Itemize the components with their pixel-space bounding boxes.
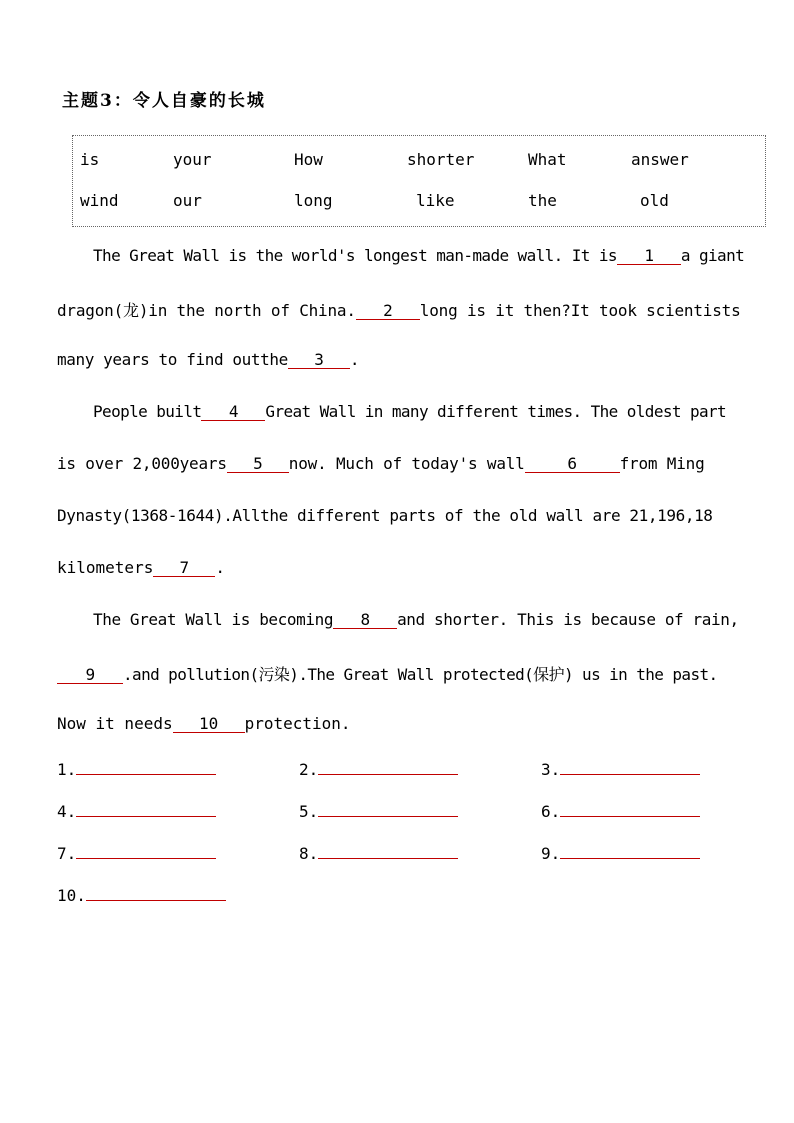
answer-number: 6. bbox=[541, 802, 561, 821]
word-bank-item: the bbox=[528, 191, 557, 210]
answer-line-4[interactable] bbox=[57, 802, 216, 821]
passage-text: from Ming bbox=[619, 454, 705, 473]
worksheet-title: 主题3：令人自豪的长城 bbox=[62, 91, 266, 111]
passage-text: many years to find outthe bbox=[57, 350, 288, 369]
answer-line-7[interactable] bbox=[57, 844, 216, 863]
word-bank-item: our bbox=[173, 191, 202, 210]
blank-2: 2 bbox=[356, 303, 420, 320]
blank-8: 8 bbox=[333, 612, 397, 629]
answer-number: 10. bbox=[57, 886, 86, 905]
word-bank-item: What bbox=[528, 150, 567, 169]
passage-text: kilometers bbox=[57, 558, 154, 577]
word-bank-item: How bbox=[294, 150, 323, 169]
passage-text: . bbox=[349, 350, 360, 369]
blank-1: 1 bbox=[617, 248, 681, 265]
blank-10: 10 bbox=[173, 716, 245, 733]
answer-line-8[interactable] bbox=[299, 844, 458, 863]
word-bank-item: like bbox=[416, 191, 455, 210]
passage-text: dragon(龙)in the north of China. bbox=[57, 301, 356, 320]
answer-number: 7. bbox=[57, 844, 77, 863]
answer-number: 1. bbox=[57, 760, 77, 779]
word-bank-item: is bbox=[80, 150, 100, 169]
passage-line bbox=[57, 350, 359, 369]
word-bank-item: answer bbox=[631, 150, 689, 169]
word-bank-item: shorter bbox=[407, 150, 475, 169]
answer-number: 9. bbox=[541, 844, 561, 863]
word-bank-item: wind bbox=[80, 191, 119, 210]
passage-text: Now it needs bbox=[57, 714, 173, 733]
answer-number: 5. bbox=[299, 802, 319, 821]
blank-3: 3 bbox=[288, 352, 350, 369]
word-bank-item: your bbox=[173, 150, 212, 169]
answer-line-3[interactable] bbox=[541, 760, 700, 779]
passage-line bbox=[93, 610, 739, 629]
word-bank-item: long bbox=[294, 191, 333, 210]
passage-text: The Great Wall is becoming bbox=[93, 610, 334, 629]
answer-number: 4. bbox=[57, 802, 77, 821]
passage-line bbox=[57, 298, 741, 321]
answer-line-5[interactable] bbox=[299, 802, 458, 821]
blank-9: 9 bbox=[57, 667, 123, 684]
passage-text: . bbox=[215, 558, 225, 577]
passage-text: protection. bbox=[244, 714, 351, 733]
answer-number: 3. bbox=[541, 760, 561, 779]
passage-text: Great Wall in many different times. The oldest part bbox=[265, 402, 727, 421]
passage-text: now. Much of today's wall bbox=[288, 454, 525, 473]
word-bank-item: old bbox=[640, 191, 669, 210]
passage-line: Dynasty(1368-1644).Allthe different parts of the old wall are 21,196,18 bbox=[57, 506, 713, 525]
answer-line-10[interactable] bbox=[57, 886, 226, 905]
blank-5: 5 bbox=[227, 456, 289, 473]
passage-line bbox=[57, 454, 705, 473]
blank-6: 6 bbox=[525, 456, 620, 473]
passage-line bbox=[93, 402, 726, 421]
passage-line bbox=[57, 662, 718, 685]
answer-line-1[interactable] bbox=[57, 760, 216, 779]
passage-text: long is it then?It took scientists bbox=[419, 301, 741, 320]
blank-7: 7 bbox=[153, 560, 215, 577]
answer-number: 8. bbox=[299, 844, 319, 863]
blank-4: 4 bbox=[201, 404, 265, 421]
answer-line-6[interactable] bbox=[541, 802, 700, 821]
passage-text: a giant bbox=[680, 246, 745, 265]
passage-line bbox=[57, 714, 351, 733]
answer-line-2[interactable] bbox=[299, 760, 458, 779]
passage-text: People built bbox=[93, 402, 202, 421]
passage-text: .and pollution(污染).The Great Wall protected(保护) us in the past. bbox=[123, 665, 718, 684]
answer-line-9[interactable] bbox=[541, 844, 700, 863]
word-bank bbox=[72, 135, 766, 227]
passage-line bbox=[93, 246, 744, 265]
passage-line bbox=[57, 558, 225, 577]
passage-text: The Great Wall is the world's longest man-made wall. It is bbox=[93, 246, 617, 265]
answer-number: 2. bbox=[299, 760, 319, 779]
passage-text: and shorter. This is because of rain, bbox=[397, 610, 739, 629]
passage-text: is over 2,000years bbox=[57, 454, 227, 473]
